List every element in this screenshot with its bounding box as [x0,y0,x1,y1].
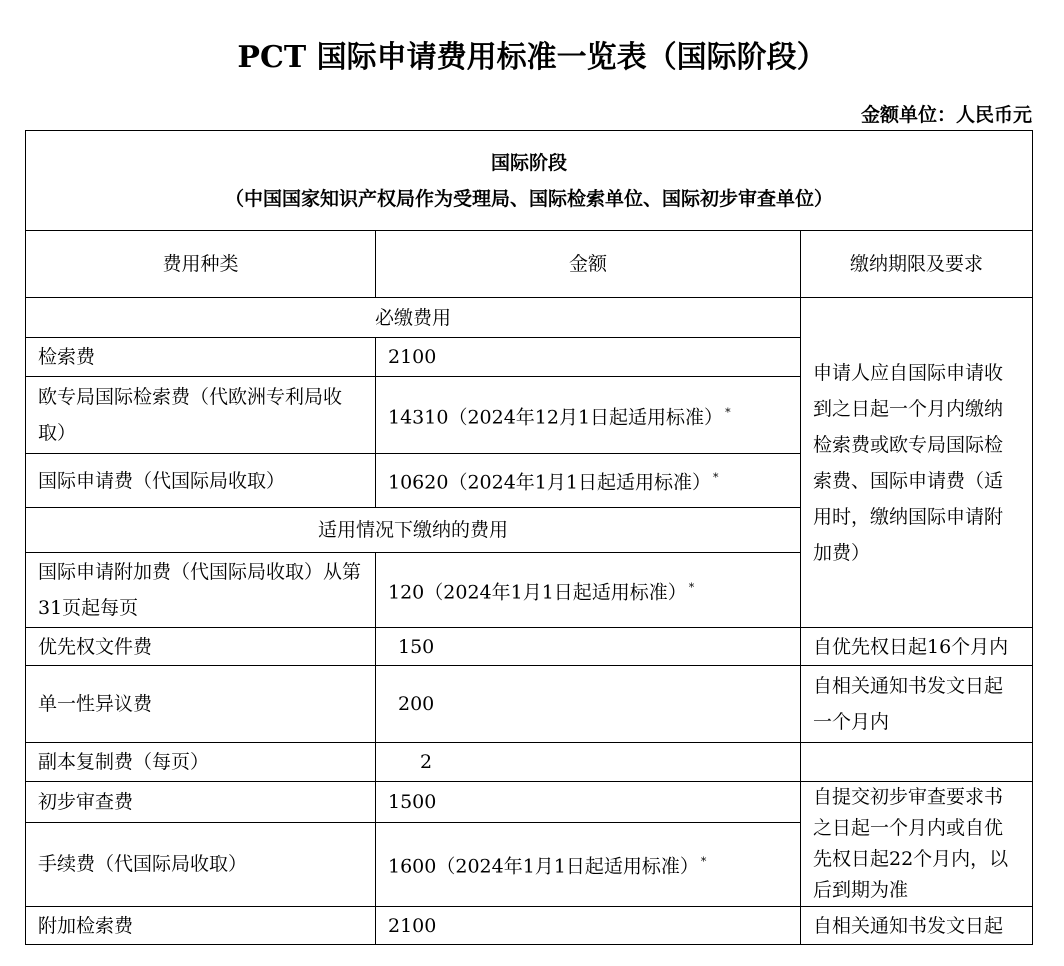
fee-amount: 2100 [376,338,801,377]
footnote-marker: * [700,855,707,869]
column-header-amount: 金额 [376,231,801,298]
fee-name: 单一性异议费 [26,666,376,743]
fee-name: 初步审查费 [26,782,376,823]
fee-amount-cell [376,454,801,508]
fee-amount-cell [376,822,801,906]
fee-amount: 150 [376,628,801,666]
fee-amount: 120（2024年1月1日起适用标准） [388,581,687,604]
fee-amount-cell [376,377,801,454]
fee-amount: 14310（2024年12月1日起适用标准） [388,406,724,429]
column-header-fee-type: 费用种类 [26,231,376,298]
fee-name: 欧专局国际检索费（代欧洲专利局收取） [26,377,376,454]
fee-amount: 2 [376,743,801,782]
fee-amount-cell [376,553,801,628]
column-header-deadline: 缴纳期限及要求 [801,231,1033,298]
fee-name: 副本复制费（每页） [26,743,376,782]
footnote-marker: * [712,471,719,485]
fee-name: 附加检索费 [26,907,376,945]
fee-amount: 2100 [376,907,801,945]
deadline-additional: 自相关通知书发文日起 [801,907,1033,945]
deadline-copy [801,743,1033,782]
document-title: PCT 国际申请费用标准一览表（国际阶段） [237,40,827,75]
fee-amount: 10620（2024年1月1日起适用标准） [388,471,711,494]
fee-name: 检索费 [26,338,376,377]
fee-amount: 1600（2024年1月1日起适用标准） [388,855,699,878]
fee-name: 国际申请费（代国际局收取） [26,454,376,508]
deadline-priority: 自优先权日起16个月内 [801,628,1033,666]
fee-name: 国际申请附加费（代国际局收取）从第31页起每页 [26,553,376,628]
footnote-marker: * [725,405,731,419]
section-optional: 适用情况下缴纳的费用 [26,508,801,553]
header-line1: 国际阶段 [491,151,568,174]
fee-table [25,130,1033,945]
deadline-unity: 自相关通知书发文日起一个月内 [801,666,1033,743]
fee-name: 手续费（代国际局收取） [26,822,376,906]
deadline-main: 申请人应自国际申请收到之日起一个月内缴纳检索费或欧专局国际检索费、国际申请费（适用时，缴纳国际申请附加费） [801,298,1033,628]
table-header [26,131,1033,231]
header-line2: （中国国家知识产权局作为受理局、国际检索单位、国际初步审查单位） [225,187,834,210]
section-mandatory: 必缴费用 [26,298,801,338]
deadline-exam: 自提交初步审查要求书之日起一个月内或自优先权日起22个月内，以后到期为准 [801,782,1033,907]
fee-name: 优先权文件费 [26,628,376,666]
currency-unit: 金额单位：人民币元 [860,104,1032,126]
footnote-marker: * [688,580,695,594]
fee-amount: 1500 [376,782,801,823]
fee-amount: 200 [376,666,801,743]
